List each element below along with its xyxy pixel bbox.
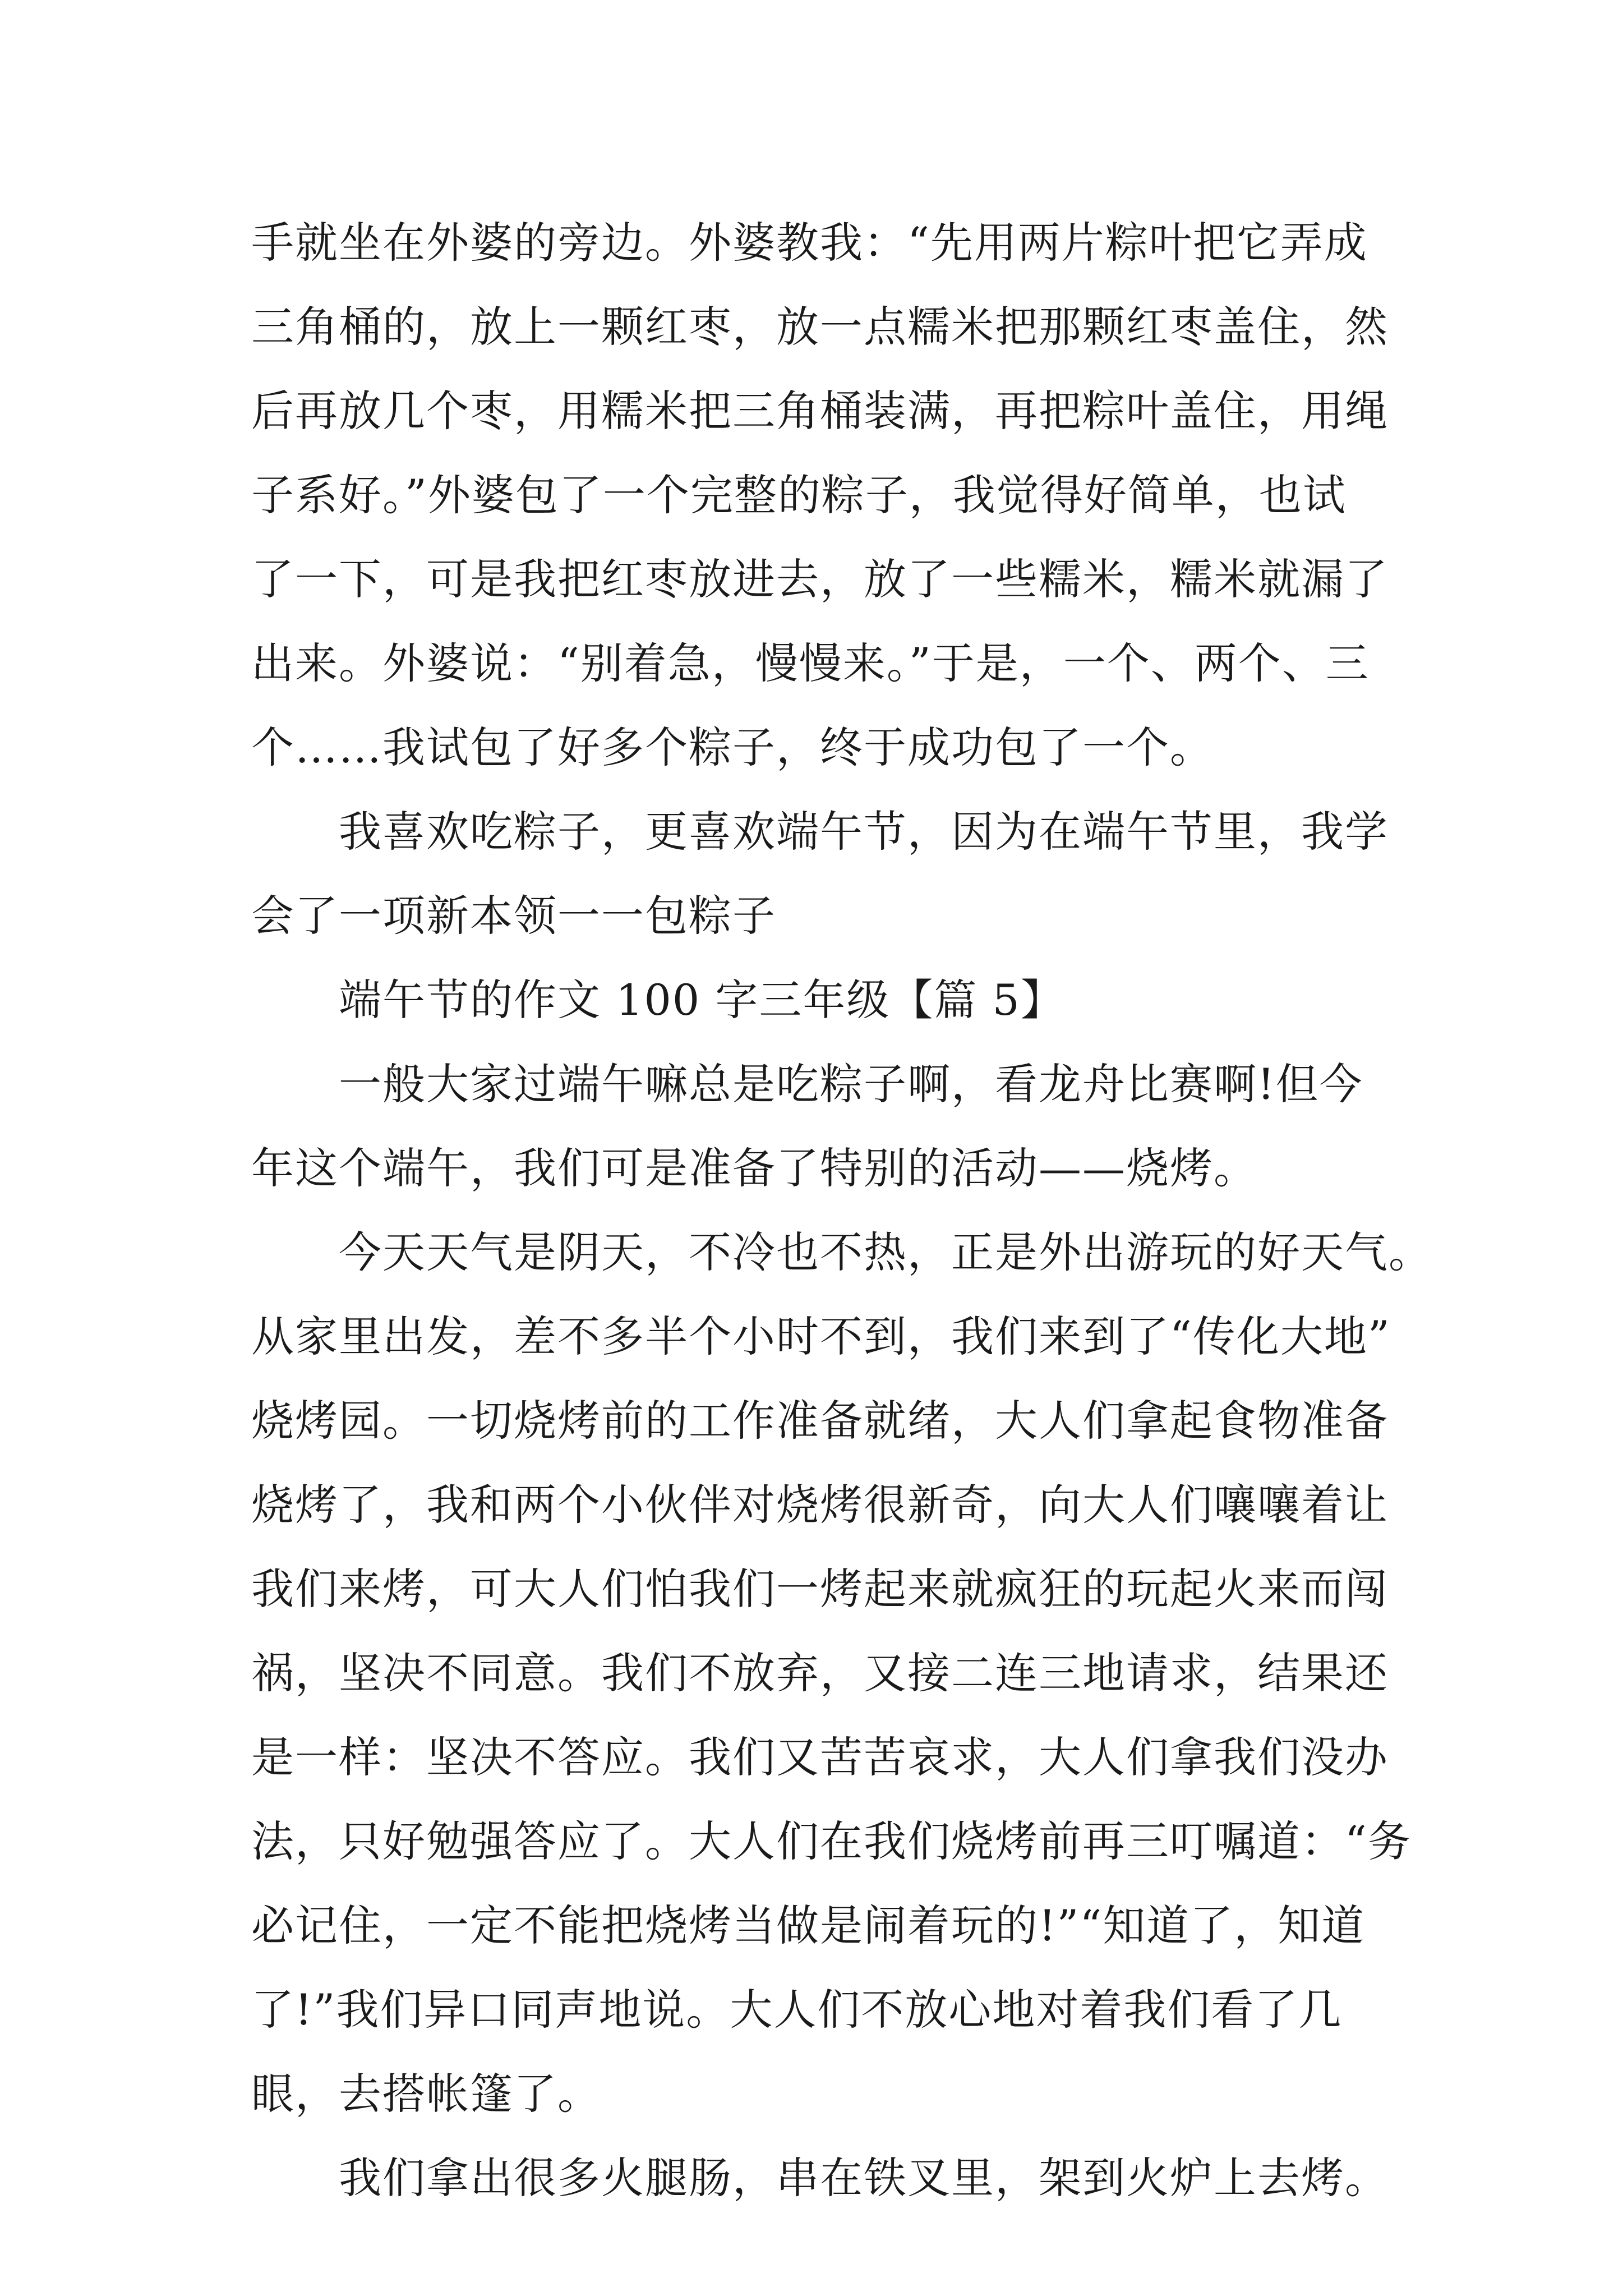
text-line: 从家里出发，差不多半个小时不到，我们来到了“传化大地”	[251, 1312, 1391, 1361]
text-line: 祸，坚决不同意。我们不放弃，又接二连三地请求，结果还	[251, 1648, 1389, 1698]
text-line: 三角桶的，放上一颗红枣，放一点糯米把那颗红枣盖住，然	[251, 302, 1389, 352]
text-line: 年这个端午，我们可是准备了特别的活动——烧烤。	[251, 1143, 1257, 1193]
text-line: 必记住，一定不能把烧烤当做是闹着玩的!”“知道了，知道	[251, 1901, 1366, 1950]
paragraph-start-line: 今天天气是阴天，不冷也不热，正是外出游玩的好天气。	[339, 1227, 1432, 1277]
text-line: 手就坐在外婆的旁边。外婆教我：“先用两片粽叶把它弄成	[251, 218, 1368, 268]
text-line: 子系好。”外婆包了一个完整的粽子，我觉得好简单，也试	[251, 470, 1347, 520]
text-line: 烧烤园。一切烧烤前的工作准备就绪，大人们拿起食物准备	[251, 1396, 1389, 1446]
text-line: 我们来烤，可大人们怕我们一烤起来就疯狂的玩起火来而闯	[251, 1564, 1389, 1614]
text-line: 了!”我们异口同声地说。大人们不放心地对着我们看了几	[251, 1985, 1343, 2035]
paragraph-start-line: 一般大家过端午嘛总是吃粽子啊，看龙舟比赛啊!但今	[339, 1059, 1363, 1109]
text-line: 眼，去搭帐篷了。	[251, 2069, 601, 2119]
text-line: 是一样：坚决不答应。我们又苦苦哀求，大人们拿我们没办	[251, 1732, 1389, 1782]
text-line: 出来。外婆说：“别着急，慢慢来。”于是，一个、两个、三	[251, 638, 1370, 688]
text-line: 会了一项新本领一一包粽子	[251, 891, 776, 941]
paragraph-start-line: 我们拿出很多火腿肠，串在铁叉里，架到火炉上去烤。	[339, 2153, 1389, 2203]
section-heading: 端午节的作文 100 字三年级【篇 5】	[339, 975, 1064, 1025]
text-line: 后再放几个枣，用糯米把三角桶装满，再把粽叶盖住，用绳	[251, 386, 1389, 436]
text-line: 烧烤了，我和两个小伙伴对烧烤很新奇，向大人们嚷嚷着让	[251, 1480, 1389, 1530]
text-line: 个……我试包了好多个粽子，终于成功包了一个。	[251, 723, 1214, 772]
paragraph-start-line: 我喜欢吃粽子，更喜欢端午节，因为在端午节里，我学	[339, 807, 1389, 857]
text-line: 法，只好勉强答应了。大人们在我们烧烤前再三叮嘱道：“务	[251, 1816, 1412, 1866]
text-line: 了一下，可是我把红枣放进去，放了一些糯米，糯米就漏了	[251, 554, 1389, 604]
